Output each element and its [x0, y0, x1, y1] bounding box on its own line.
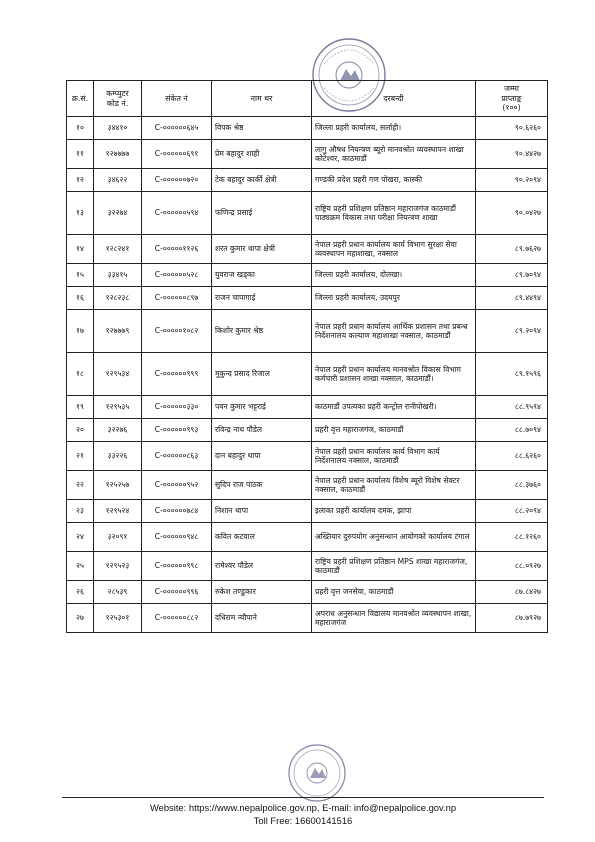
cell-name: मुकुन्द प्रसाद रिजाल: [212, 353, 312, 396]
table-row: [67, 353, 548, 396]
header-name: नाम थर: [212, 81, 312, 117]
footer-tollfree-line: [62, 815, 544, 826]
cell-office: नेपाल प्रहरी प्रधान कार्यालय कार्य विभाग सुरक्षा सेवा व्यवस्थापन महाशाखा, नक्साल: [312, 235, 476, 264]
cell-computer-code: ३३४१५: [94, 264, 142, 287]
table-row: [67, 235, 548, 264]
office-seal-bottom: [286, 742, 348, 804]
header-symbol-number: संकेत नं: [142, 81, 212, 117]
cell-name: टेक बहादुर कार्की क्षेत्री: [212, 169, 312, 192]
cell-symbol-number: C-००००००५२८: [142, 264, 212, 287]
cell-symbol-number: C-००००००९९६: [142, 581, 212, 604]
cell-computer-code: ३४४१०: [94, 117, 142, 140]
cell-symbol-number: C-००००००५९४: [142, 192, 212, 235]
email-label: E-mail:: [322, 802, 352, 813]
cell-office: नेपाल प्रहरी प्रधान कार्यालय मानवश्रोत विकास विभाग कर्मचारी प्रशासन शाखा नक्साल, काठमाडौं।: [312, 353, 476, 396]
cell-name: रविन्द्र नाथ पौडेल: [212, 419, 312, 442]
footer-contact-line: Website: https://www.nepalpolice.gov.np, E-mail: info@nepalpolice.gov.np: [149, 802, 457, 813]
cell-symbol-number: C-००००००९९९: [142, 353, 212, 396]
cell-symbol-number: C-०००००१०८२: [142, 310, 212, 353]
header-serial: क्र.सं.: [67, 81, 94, 117]
cell-name: दधिराम न्यौपाने: [212, 604, 312, 633]
cell-symbol-number: C-००००००७८४: [142, 500, 212, 523]
cell-computer-code: २८५३९: [94, 581, 142, 604]
table-row: [67, 471, 548, 500]
cell-computer-code: १२८२३८: [94, 287, 142, 310]
cell-serial: २१: [67, 442, 94, 471]
cell-computer-code: ३२२७६: [94, 419, 142, 442]
cell-computer-code: १२९५२३: [94, 552, 142, 581]
cell-serial: २२: [67, 471, 94, 500]
cell-name: प्रेम बहादुर शाही: [212, 140, 312, 169]
table-row: [67, 310, 548, 353]
table-row: [67, 192, 548, 235]
cell-total-score: ९०.४४२७: [476, 140, 548, 169]
cell-serial: १०: [67, 117, 94, 140]
table-body: [67, 117, 548, 633]
header-office: दरबन्दी: [312, 81, 476, 117]
cell-symbol-number: C-००००००८९७: [142, 287, 212, 310]
cell-symbol-number: C-००००००९९३: [142, 419, 212, 442]
cell-office: जिल्ला प्रहरी कार्यालय, सर्लाही।: [312, 117, 476, 140]
table-row: [67, 264, 548, 287]
table-row: [67, 140, 548, 169]
cell-office: राष्ट्रिय प्रहरी प्रशिक्षण प्रतिष्ठान महाराजगंज काठमाडौं पाठ्यक्रम विकास तथा परीक्षा नियन्त्रण शाखा: [312, 192, 476, 235]
cell-serial: १६: [67, 287, 94, 310]
cell-total-score: ८८.१२६०: [476, 523, 548, 552]
cell-office: काठमाडौं उपत्यका प्रहरी कन्ट्रोल रानीपोखरी।: [312, 396, 476, 419]
cell-computer-code: १२९५२४: [94, 500, 142, 523]
cell-symbol-number: C-००००००६९१: [142, 140, 212, 169]
cell-name: निशान थापा: [212, 500, 312, 523]
cell-symbol-number: C-००००००९५२: [142, 471, 212, 500]
cell-total-score: ९०.२०९४: [476, 169, 548, 192]
cell-name: विपक श्रेष्ठ: [212, 117, 312, 140]
cell-office: प्रहरी वृत्त जनसेवा, काठमाडौं: [312, 581, 476, 604]
cell-total-score: ८९.७६२७: [476, 235, 548, 264]
table-row: [67, 581, 548, 604]
results-table: [66, 80, 548, 633]
table-header: [67, 81, 548, 117]
table-row: [67, 500, 548, 523]
table-row: [67, 169, 548, 192]
cell-computer-code: १२५३०१: [94, 604, 142, 633]
cell-office: अख्तियार दुरुपयोग अनुसन्धान आयोगको कार्यालय टंगाल: [312, 523, 476, 552]
cell-office: नेपाल प्रहरी प्रधान कार्यालय आर्थिक प्रशासन तथा प्रबन्ध निर्देशनालय कल्याण महाशाखा नक्साल, काठमाडौं: [312, 310, 476, 353]
cell-computer-code: १२७७७९: [94, 310, 142, 353]
cell-serial: १७: [67, 310, 94, 353]
cell-serial: १४: [67, 235, 94, 264]
cell-symbol-number: C-००००००६४५: [142, 117, 212, 140]
cell-serial: २३: [67, 500, 94, 523]
cell-symbol-number: C-००००००८८२: [142, 604, 212, 633]
cell-total-score: ८८.२०९४: [476, 500, 548, 523]
cell-total-score: ८९.१५९६: [476, 353, 548, 396]
cell-office: जिल्ला प्रहरी कार्यालय, दोलखा।: [312, 264, 476, 287]
cell-symbol-number: C-००००००३३०: [142, 396, 212, 419]
table-row: [67, 552, 548, 581]
cell-total-score: ८८.६२६०: [476, 442, 548, 471]
cell-symbol-number: C-०००००११२६: [142, 235, 212, 264]
table-row: [67, 117, 548, 140]
cell-office: इलाका प्रहरी कार्यालय दमक, झापा: [312, 500, 476, 523]
cell-serial: २५: [67, 552, 94, 581]
cell-serial: २०: [67, 419, 94, 442]
cell-total-score: ८९.४४९४: [476, 287, 548, 310]
table-row: [67, 419, 548, 442]
cell-serial: १२: [67, 169, 94, 192]
cell-computer-code: १२८२४१: [94, 235, 142, 264]
toll-free-number: 16600141516: [294, 815, 353, 826]
cell-total-score: ८८.३७६०: [476, 471, 548, 500]
table-row: [67, 396, 548, 419]
cell-serial: १५: [67, 264, 94, 287]
cell-total-score: ८७.८४२७: [476, 581, 548, 604]
toll-free-label: Toll Free:: [253, 815, 293, 826]
cell-symbol-number: C-००००००९९८: [142, 552, 212, 581]
cell-name: शरत कुमार थापा क्षेत्री: [212, 235, 312, 264]
cell-total-score: ९०.६२६०: [476, 117, 548, 140]
cell-serial: २४: [67, 523, 94, 552]
cell-name: राजन चापागाई: [212, 287, 312, 310]
cell-name: किशोर कुमार श्रेष्ठ: [212, 310, 312, 353]
cell-serial: २६: [67, 581, 94, 604]
cell-computer-code: १२९५३४: [94, 353, 142, 396]
cell-total-score: ८८.९५९४: [476, 396, 548, 419]
cell-computer-code: ३२०९१: [94, 523, 142, 552]
cell-computer-code: ३४६२२: [94, 169, 142, 192]
cell-office: राष्ट्रिय प्रहरी प्रशिक्षण प्रतिष्ठान MPS शाखा महाराजगंज, काठमाडौं: [312, 552, 476, 581]
cell-name: पवन कुमार भट्टराई: [212, 396, 312, 419]
cell-computer-code: १२५२५७: [94, 471, 142, 500]
cell-total-score: ८९.२०९४: [476, 310, 548, 353]
cell-serial: १३: [67, 192, 94, 235]
header-computer-code: कम्प्युटर कोड नं.: [94, 81, 142, 117]
cell-office: प्रहरी वृत्त महाराजगंज, काठमाडौं: [312, 419, 476, 442]
cell-serial: १९: [67, 396, 94, 419]
cell-total-score: ८८.०९२७: [476, 552, 548, 581]
table-row: [67, 604, 548, 633]
cell-name: रामेश्वर पौडेल: [212, 552, 312, 581]
cell-name: फणिन्द्र प्रसाई: [212, 192, 312, 235]
cell-name: कवित कटवाल: [212, 523, 312, 552]
cell-name: दान बहादुर थापा: [212, 442, 312, 471]
cell-office: गण्डकी प्रदेश प्रहरी गण पोखरा, कास्की: [312, 169, 476, 192]
cell-office: नेपाल प्रहरी प्रधान कार्यालय कार्य विभाग कार्य निर्देशनालय नक्साल, काठमाडौं: [312, 442, 476, 471]
cell-computer-code: १२७७७७: [94, 140, 142, 169]
cell-name: रुकेश तण्डुकार: [212, 581, 312, 604]
cell-total-score: ९०.०४२७: [476, 192, 548, 235]
cell-computer-code: ३२२७४: [94, 192, 142, 235]
table-row: [67, 287, 548, 310]
cell-serial: २७: [67, 604, 94, 633]
cell-name: युवराज खड्का: [212, 264, 312, 287]
cell-total-score: ८८.७०९४: [476, 419, 548, 442]
table-row: [67, 523, 548, 552]
cell-office: लागु औषध नियन्त्रण ब्यूरो मानवश्रोत व्यवस्थापन शाखा कोटेश्वर, काठमाडौं: [312, 140, 476, 169]
cell-office: जिल्ला प्रहरी कार्यालय, उदयपुर: [312, 287, 476, 310]
cell-total-score: ८७.७९२७: [476, 604, 548, 633]
cell-serial: ११: [67, 140, 94, 169]
cell-computer-code: ३३२२६: [94, 442, 142, 471]
email-link[interactable]: info@nepalpolice.gov.np: [353, 802, 457, 813]
cell-symbol-number: C-००००००९४८: [142, 523, 212, 552]
table-row: [67, 442, 548, 471]
website-link[interactable]: https://www.nepalpolice.gov.np: [188, 802, 317, 813]
website-label: Website:: [149, 802, 187, 813]
cell-office: नेपाल प्रहरी प्रधान कार्यालय विशेष ब्यूरो विशेष सेक्टर नक्साल, काठमाडौं: [312, 471, 476, 500]
header-total-score: जम्मा प्राप्ताङ्क (१००): [476, 81, 548, 117]
cell-office: अपराध अनुसन्धान विद्यालय मानवश्रोत व्यवस्थापन शाखा, महाराजगंज: [312, 604, 476, 633]
cell-computer-code: १२९५३५: [94, 396, 142, 419]
cell-symbol-number: C-००००००७२०: [142, 169, 212, 192]
cell-total-score: ८९.७०९४: [476, 264, 548, 287]
cell-serial: १८: [67, 353, 94, 396]
cell-symbol-number: C-००००००८६३: [142, 442, 212, 471]
cell-name: सुदिप राज पाठक: [212, 471, 312, 500]
footer-divider: [62, 797, 544, 798]
